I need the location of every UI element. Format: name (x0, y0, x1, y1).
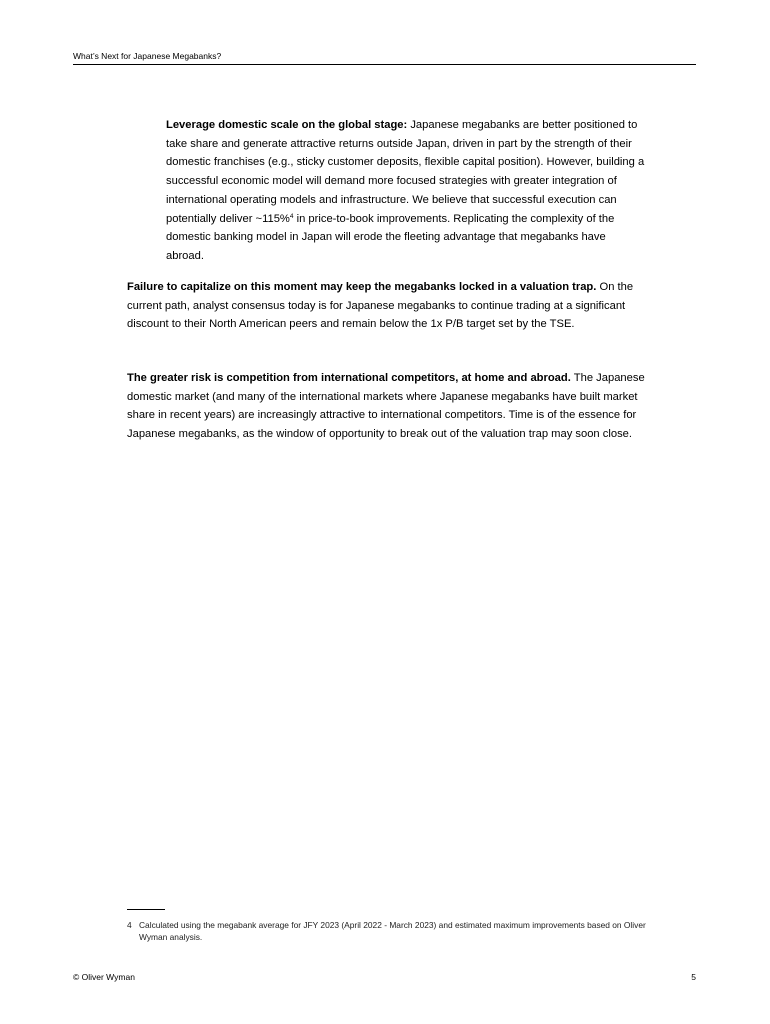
paragraph-valuation-trap (127, 278, 652, 334)
indented-paragraph-heading: Leverage domestic scale on the global stage: (166, 119, 408, 131)
paragraph-competition-risk (127, 369, 652, 444)
footnote-number: 4 (127, 920, 132, 930)
paragraph-text: On the current path, analyst consensus today is for Japanese megabanks to continue trading at a significant discount to their North American peers and remain below the 1x P/B target set by the TSE. (127, 281, 634, 331)
footnote-reference: 4 (289, 212, 294, 220)
footnote (127, 919, 657, 943)
paragraph-heading: The greater risk is competition from international competitors, at home and abroad. (127, 372, 571, 384)
indented-paragraph-text-after-ref: in price-to-book improvements. Replicating the complexity of the domestic banking model in Japan will erode the fleeting advantage that megabanks have abroad. (166, 212, 615, 262)
header-divider (73, 64, 696, 65)
footer-copyright: © Oliver Wyman (73, 972, 135, 982)
paragraph-heading: Failure to capitalize on this moment may keep the megabanks locked in a valuation trap. (127, 281, 597, 293)
footnote-text: Calculated using the megabank average for JFY 2023 (April 2022 - March 2023) and estimated maximum improvements based on Oliver Wyman analysis. (139, 920, 646, 942)
page-number: 5 (691, 972, 696, 982)
footnote-divider (127, 909, 165, 910)
running-header: What’s Next for Japanese Megabanks? (73, 51, 222, 61)
indented-paragraph-text-before-ref: Japanese megabanks are better positioned to take share and generate attractive returns outside Japan, driven in part by the strength of their domestic franchises (e.g., sticky customer deposits, flexible capital position). However, building a successful economic model will demand more focused strategies with greater integration of international operating models and infrastructure. We believe that successful execution can potentially deliver ~115% (166, 119, 645, 225)
indented-paragraph (166, 116, 646, 266)
paragraph-text: The Japanese domestic market (and many of the international markets where Japanese megabanks have built market share in recent years) are increasingly attractive to international competitors. Time is of the essence for Japanese megabanks, as the window of opportunity to break out of the valuation trap may soon close. (127, 372, 645, 441)
